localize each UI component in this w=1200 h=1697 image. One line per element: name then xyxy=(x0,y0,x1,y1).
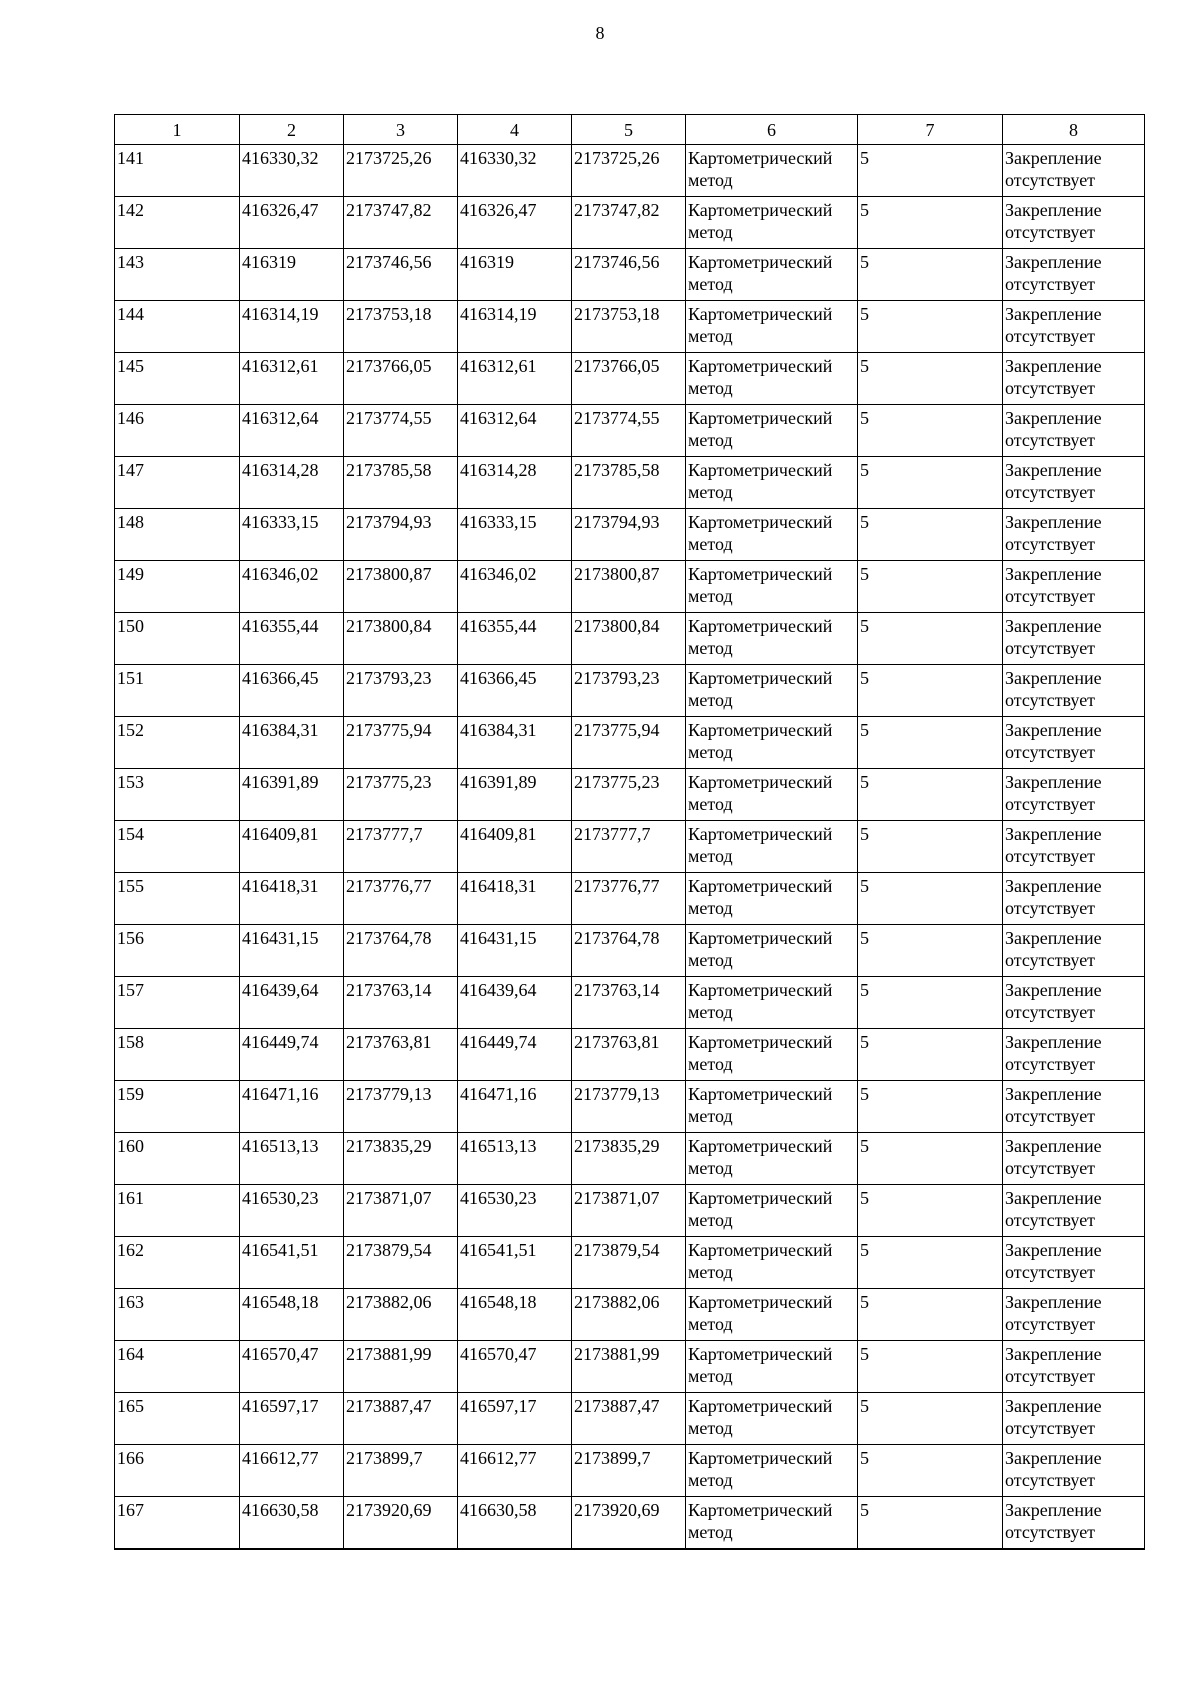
table-row xyxy=(115,1185,1145,1237)
fixing-description-cell: Закрепление отсутствует xyxy=(1003,1445,1145,1497)
table-row xyxy=(115,457,1145,509)
y-coordinate-cell: 2173747,82 xyxy=(572,197,686,249)
table-row xyxy=(115,1393,1145,1445)
column-header: 2 xyxy=(240,115,344,145)
method-cell: Картометрический метод xyxy=(686,1497,858,1549)
y-coordinate-cell: 2173881,99 xyxy=(572,1341,686,1393)
y-coordinate-cell: 2173800,84 xyxy=(344,613,458,665)
fixing-description-cell: Закрепление отсутствует xyxy=(1003,249,1145,301)
column-header: 1 xyxy=(115,115,240,145)
table-row xyxy=(115,665,1145,717)
table-row xyxy=(115,1133,1145,1185)
point-number-cell: 153 xyxy=(115,769,240,821)
x-coordinate-cell: 416541,51 xyxy=(240,1237,344,1289)
method-cell: Картометрический метод xyxy=(686,1029,858,1081)
accuracy-cell: 5 xyxy=(858,613,1003,665)
table-row xyxy=(115,925,1145,977)
point-number-cell: 163 xyxy=(115,1289,240,1341)
table-row xyxy=(115,353,1145,405)
y-coordinate-cell: 2173776,77 xyxy=(344,873,458,925)
point-number-cell: 143 xyxy=(115,249,240,301)
table-row xyxy=(115,977,1145,1029)
accuracy-cell: 5 xyxy=(858,925,1003,977)
x-coordinate-cell: 416333,15 xyxy=(458,509,572,561)
point-number-cell: 147 xyxy=(115,457,240,509)
method-cell: Картометрический метод xyxy=(686,613,858,665)
y-coordinate-cell: 2173879,54 xyxy=(572,1237,686,1289)
y-coordinate-cell: 2173881,99 xyxy=(344,1341,458,1393)
x-coordinate-cell: 416366,45 xyxy=(458,665,572,717)
accuracy-cell: 5 xyxy=(858,1237,1003,1289)
x-coordinate-cell: 416326,47 xyxy=(458,197,572,249)
accuracy-cell: 5 xyxy=(858,353,1003,405)
y-coordinate-cell: 2173871,07 xyxy=(344,1185,458,1237)
y-coordinate-cell: 2173871,07 xyxy=(572,1185,686,1237)
table-row xyxy=(115,301,1145,353)
y-coordinate-cell: 2173887,47 xyxy=(344,1393,458,1445)
x-coordinate-cell: 416384,31 xyxy=(458,717,572,769)
x-coordinate-cell: 416418,31 xyxy=(458,873,572,925)
y-coordinate-cell: 2173887,47 xyxy=(572,1393,686,1445)
table-body xyxy=(115,145,1145,1549)
method-cell: Картометрический метод xyxy=(686,1445,858,1497)
y-coordinate-cell: 2173725,26 xyxy=(344,145,458,197)
point-number-cell: 161 xyxy=(115,1185,240,1237)
x-coordinate-cell: 416319 xyxy=(458,249,572,301)
column-header: 7 xyxy=(858,115,1003,145)
table-row xyxy=(115,1497,1145,1549)
fixing-description-cell: Закрепление отсутствует xyxy=(1003,769,1145,821)
x-coordinate-cell: 416513,13 xyxy=(458,1133,572,1185)
fixing-description-cell: Закрепление отсутствует xyxy=(1003,1133,1145,1185)
x-coordinate-cell: 416449,74 xyxy=(240,1029,344,1081)
table-row xyxy=(115,249,1145,301)
y-coordinate-cell: 2173746,56 xyxy=(344,249,458,301)
y-coordinate-cell: 2173785,58 xyxy=(344,457,458,509)
method-cell: Картометрический метод xyxy=(686,665,858,717)
table-row xyxy=(115,509,1145,561)
y-coordinate-cell: 2173776,77 xyxy=(572,873,686,925)
y-coordinate-cell: 2173899,7 xyxy=(344,1445,458,1497)
fixing-description-cell: Закрепление отсутствует xyxy=(1003,509,1145,561)
x-coordinate-cell: 416312,61 xyxy=(240,353,344,405)
x-coordinate-cell: 416570,47 xyxy=(240,1341,344,1393)
table-row xyxy=(115,717,1145,769)
x-coordinate-cell: 416513,13 xyxy=(240,1133,344,1185)
coordinates-table xyxy=(114,114,1145,1550)
point-number-cell: 155 xyxy=(115,873,240,925)
table-header-row xyxy=(115,115,1145,145)
x-coordinate-cell: 416314,28 xyxy=(458,457,572,509)
x-coordinate-cell: 416597,17 xyxy=(240,1393,344,1445)
accuracy-cell: 5 xyxy=(858,977,1003,1029)
y-coordinate-cell: 2173766,05 xyxy=(344,353,458,405)
method-cell: Картометрический метод xyxy=(686,457,858,509)
x-coordinate-cell: 416384,31 xyxy=(240,717,344,769)
accuracy-cell: 5 xyxy=(858,769,1003,821)
y-coordinate-cell: 2173775,94 xyxy=(572,717,686,769)
y-coordinate-cell: 2173777,7 xyxy=(344,821,458,873)
point-number-cell: 141 xyxy=(115,145,240,197)
table-row xyxy=(115,561,1145,613)
accuracy-cell: 5 xyxy=(858,1393,1003,1445)
point-number-cell: 164 xyxy=(115,1341,240,1393)
method-cell: Картометрический метод xyxy=(686,1133,858,1185)
point-number-cell: 146 xyxy=(115,405,240,457)
y-coordinate-cell: 2173753,18 xyxy=(344,301,458,353)
y-coordinate-cell: 2173775,23 xyxy=(572,769,686,821)
method-cell: Картометрический метод xyxy=(686,301,858,353)
point-number-cell: 154 xyxy=(115,821,240,873)
x-coordinate-cell: 416570,47 xyxy=(458,1341,572,1393)
x-coordinate-cell: 416355,44 xyxy=(240,613,344,665)
x-coordinate-cell: 416530,23 xyxy=(458,1185,572,1237)
point-number-cell: 160 xyxy=(115,1133,240,1185)
accuracy-cell: 5 xyxy=(858,1185,1003,1237)
accuracy-cell: 5 xyxy=(858,1081,1003,1133)
method-cell: Картометрический метод xyxy=(686,249,858,301)
column-header: 3 xyxy=(344,115,458,145)
x-coordinate-cell: 416314,28 xyxy=(240,457,344,509)
page-number: 8 xyxy=(595,23,605,43)
y-coordinate-cell: 2173920,69 xyxy=(344,1497,458,1549)
x-coordinate-cell: 416630,58 xyxy=(458,1497,572,1549)
y-coordinate-cell: 2173763,14 xyxy=(572,977,686,1029)
x-coordinate-cell: 416314,19 xyxy=(240,301,344,353)
y-coordinate-cell: 2173793,23 xyxy=(344,665,458,717)
method-cell: Картометрический метод xyxy=(686,873,858,925)
method-cell: Картометрический метод xyxy=(686,197,858,249)
fixing-description-cell: Закрепление отсутствует xyxy=(1003,1393,1145,1445)
fixing-description-cell: Закрепление отсутствует xyxy=(1003,925,1145,977)
x-coordinate-cell: 416630,58 xyxy=(240,1497,344,1549)
fixing-description-cell: Закрепление отсутствует xyxy=(1003,873,1145,925)
y-coordinate-cell: 2173775,94 xyxy=(344,717,458,769)
column-header: 8 xyxy=(1003,115,1145,145)
y-coordinate-cell: 2173879,54 xyxy=(344,1237,458,1289)
point-number-cell: 162 xyxy=(115,1237,240,1289)
x-coordinate-cell: 416391,89 xyxy=(240,769,344,821)
point-number-cell: 142 xyxy=(115,197,240,249)
fixing-description-cell: Закрепление отсутствует xyxy=(1003,977,1145,1029)
x-coordinate-cell: 416326,47 xyxy=(240,197,344,249)
accuracy-cell: 5 xyxy=(858,1133,1003,1185)
fixing-description-cell: Закрепление отсутствует xyxy=(1003,1185,1145,1237)
table-row xyxy=(115,145,1145,197)
y-coordinate-cell: 2173747,82 xyxy=(344,197,458,249)
x-coordinate-cell: 416439,64 xyxy=(458,977,572,1029)
fixing-description-cell: Закрепление отсутствует xyxy=(1003,145,1145,197)
x-coordinate-cell: 416312,64 xyxy=(458,405,572,457)
fixing-description-cell: Закрепление отсутствует xyxy=(1003,1341,1145,1393)
x-coordinate-cell: 416597,17 xyxy=(458,1393,572,1445)
x-coordinate-cell: 416418,31 xyxy=(240,873,344,925)
point-number-cell: 152 xyxy=(115,717,240,769)
fixing-description-cell: Закрепление отсутствует xyxy=(1003,561,1145,613)
accuracy-cell: 5 xyxy=(858,249,1003,301)
fixing-description-cell: Закрепление отсутствует xyxy=(1003,1289,1145,1341)
point-number-cell: 144 xyxy=(115,301,240,353)
x-coordinate-cell: 416439,64 xyxy=(240,977,344,1029)
point-number-cell: 166 xyxy=(115,1445,240,1497)
accuracy-cell: 5 xyxy=(858,1445,1003,1497)
table-row xyxy=(115,1081,1145,1133)
x-coordinate-cell: 416319 xyxy=(240,249,344,301)
x-coordinate-cell: 416391,89 xyxy=(458,769,572,821)
method-cell: Картометрический метод xyxy=(686,1393,858,1445)
method-cell: Картометрический метод xyxy=(686,925,858,977)
fixing-description-cell: Закрепление отсутствует xyxy=(1003,717,1145,769)
x-coordinate-cell: 416330,32 xyxy=(240,145,344,197)
y-coordinate-cell: 2173777,7 xyxy=(572,821,686,873)
method-cell: Картометрический метод xyxy=(686,1341,858,1393)
y-coordinate-cell: 2173882,06 xyxy=(344,1289,458,1341)
fixing-description-cell: Закрепление отсутствует xyxy=(1003,1081,1145,1133)
point-number-cell: 149 xyxy=(115,561,240,613)
x-coordinate-cell: 416366,45 xyxy=(240,665,344,717)
y-coordinate-cell: 2173753,18 xyxy=(572,301,686,353)
method-cell: Картометрический метод xyxy=(686,1237,858,1289)
fixing-description-cell: Закрепление отсутствует xyxy=(1003,405,1145,457)
x-coordinate-cell: 416312,64 xyxy=(240,405,344,457)
y-coordinate-cell: 2173899,7 xyxy=(572,1445,686,1497)
y-coordinate-cell: 2173800,87 xyxy=(344,561,458,613)
y-coordinate-cell: 2173882,06 xyxy=(572,1289,686,1341)
y-coordinate-cell: 2173835,29 xyxy=(572,1133,686,1185)
table-row xyxy=(115,769,1145,821)
table-row xyxy=(115,821,1145,873)
x-coordinate-cell: 416346,02 xyxy=(240,561,344,613)
table-row xyxy=(115,1237,1145,1289)
table-row xyxy=(115,1341,1145,1393)
fixing-description-cell: Закрепление отсутствует xyxy=(1003,1029,1145,1081)
table-row xyxy=(115,405,1145,457)
accuracy-cell: 5 xyxy=(858,509,1003,561)
y-coordinate-cell: 2173763,81 xyxy=(572,1029,686,1081)
method-cell: Картометрический метод xyxy=(686,145,858,197)
accuracy-cell: 5 xyxy=(858,717,1003,769)
point-number-cell: 148 xyxy=(115,509,240,561)
x-coordinate-cell: 416312,61 xyxy=(458,353,572,405)
x-coordinate-cell: 416530,23 xyxy=(240,1185,344,1237)
fixing-description-cell: Закрепление отсутствует xyxy=(1003,301,1145,353)
x-coordinate-cell: 416409,81 xyxy=(458,821,572,873)
method-cell: Картометрический метод xyxy=(686,405,858,457)
y-coordinate-cell: 2173764,78 xyxy=(344,925,458,977)
accuracy-cell: 5 xyxy=(858,457,1003,509)
x-coordinate-cell: 416330,32 xyxy=(458,145,572,197)
x-coordinate-cell: 416541,51 xyxy=(458,1237,572,1289)
point-number-cell: 156 xyxy=(115,925,240,977)
column-header: 5 xyxy=(572,115,686,145)
x-coordinate-cell: 416333,15 xyxy=(240,509,344,561)
method-cell: Картометрический метод xyxy=(686,353,858,405)
table-row xyxy=(115,1445,1145,1497)
fixing-description-cell: Закрепление отсутствует xyxy=(1003,457,1145,509)
point-number-cell: 165 xyxy=(115,1393,240,1445)
x-coordinate-cell: 416612,77 xyxy=(240,1445,344,1497)
table-row xyxy=(115,613,1145,665)
method-cell: Картометрический метод xyxy=(686,717,858,769)
y-coordinate-cell: 2173920,69 xyxy=(572,1497,686,1549)
method-cell: Картометрический метод xyxy=(686,769,858,821)
fixing-description-cell: Закрепление отсутствует xyxy=(1003,821,1145,873)
accuracy-cell: 5 xyxy=(858,1497,1003,1549)
y-coordinate-cell: 2173779,13 xyxy=(344,1081,458,1133)
y-coordinate-cell: 2173779,13 xyxy=(572,1081,686,1133)
table-row xyxy=(115,873,1145,925)
method-cell: Картометрический метод xyxy=(686,561,858,613)
point-number-cell: 151 xyxy=(115,665,240,717)
fixing-description-cell: Закрепление отсутствует xyxy=(1003,665,1145,717)
x-coordinate-cell: 416355,44 xyxy=(458,613,572,665)
method-cell: Картометрический метод xyxy=(686,1185,858,1237)
point-number-cell: 158 xyxy=(115,1029,240,1081)
x-coordinate-cell: 416431,15 xyxy=(240,925,344,977)
y-coordinate-cell: 2173774,55 xyxy=(572,405,686,457)
fixing-description-cell: Закрепление отсутствует xyxy=(1003,197,1145,249)
y-coordinate-cell: 2173763,81 xyxy=(344,1029,458,1081)
point-number-cell: 150 xyxy=(115,613,240,665)
point-number-cell: 157 xyxy=(115,977,240,1029)
x-coordinate-cell: 416471,16 xyxy=(240,1081,344,1133)
x-coordinate-cell: 416548,18 xyxy=(458,1289,572,1341)
y-coordinate-cell: 2173785,58 xyxy=(572,457,686,509)
table-row xyxy=(115,197,1145,249)
accuracy-cell: 5 xyxy=(858,405,1003,457)
method-cell: Картометрический метод xyxy=(686,977,858,1029)
y-coordinate-cell: 2173725,26 xyxy=(572,145,686,197)
x-coordinate-cell: 416449,74 xyxy=(458,1029,572,1081)
fixing-description-cell: Закрепление отсутствует xyxy=(1003,1497,1145,1549)
y-coordinate-cell: 2173835,29 xyxy=(344,1133,458,1185)
column-header: 6 xyxy=(686,115,858,145)
y-coordinate-cell: 2173746,56 xyxy=(572,249,686,301)
y-coordinate-cell: 2173794,93 xyxy=(572,509,686,561)
x-coordinate-cell: 416314,19 xyxy=(458,301,572,353)
y-coordinate-cell: 2173764,78 xyxy=(572,925,686,977)
table-row xyxy=(115,1029,1145,1081)
x-coordinate-cell: 416612,77 xyxy=(458,1445,572,1497)
method-cell: Картометрический метод xyxy=(686,821,858,873)
x-coordinate-cell: 416471,16 xyxy=(458,1081,572,1133)
point-number-cell: 167 xyxy=(115,1497,240,1549)
point-number-cell: 159 xyxy=(115,1081,240,1133)
accuracy-cell: 5 xyxy=(858,561,1003,613)
y-coordinate-cell: 2173800,87 xyxy=(572,561,686,613)
x-coordinate-cell: 416548,18 xyxy=(240,1289,344,1341)
fixing-description-cell: Закрепление отсутствует xyxy=(1003,353,1145,405)
method-cell: Картометрический метод xyxy=(686,1081,858,1133)
y-coordinate-cell: 2173794,93 xyxy=(344,509,458,561)
accuracy-cell: 5 xyxy=(858,1029,1003,1081)
accuracy-cell: 5 xyxy=(858,145,1003,197)
y-coordinate-cell: 2173800,84 xyxy=(572,613,686,665)
x-coordinate-cell: 416431,15 xyxy=(458,925,572,977)
accuracy-cell: 5 xyxy=(858,1289,1003,1341)
fixing-description-cell: Закрепление отсутствует xyxy=(1003,613,1145,665)
accuracy-cell: 5 xyxy=(858,665,1003,717)
point-number-cell: 145 xyxy=(115,353,240,405)
accuracy-cell: 5 xyxy=(858,301,1003,353)
table-row xyxy=(115,1289,1145,1341)
accuracy-cell: 5 xyxy=(858,1341,1003,1393)
method-cell: Картометрический метод xyxy=(686,1289,858,1341)
x-coordinate-cell: 416346,02 xyxy=(458,561,572,613)
x-coordinate-cell: 416409,81 xyxy=(240,821,344,873)
accuracy-cell: 5 xyxy=(858,873,1003,925)
accuracy-cell: 5 xyxy=(858,821,1003,873)
y-coordinate-cell: 2173763,14 xyxy=(344,977,458,1029)
method-cell: Картометрический метод xyxy=(686,509,858,561)
fixing-description-cell: Закрепление отсутствует xyxy=(1003,1237,1145,1289)
y-coordinate-cell: 2173774,55 xyxy=(344,405,458,457)
column-header: 4 xyxy=(458,115,572,145)
accuracy-cell: 5 xyxy=(858,197,1003,249)
y-coordinate-cell: 2173793,23 xyxy=(572,665,686,717)
y-coordinate-cell: 2173766,05 xyxy=(572,353,686,405)
y-coordinate-cell: 2173775,23 xyxy=(344,769,458,821)
coordinates-table-container xyxy=(114,114,1144,1550)
